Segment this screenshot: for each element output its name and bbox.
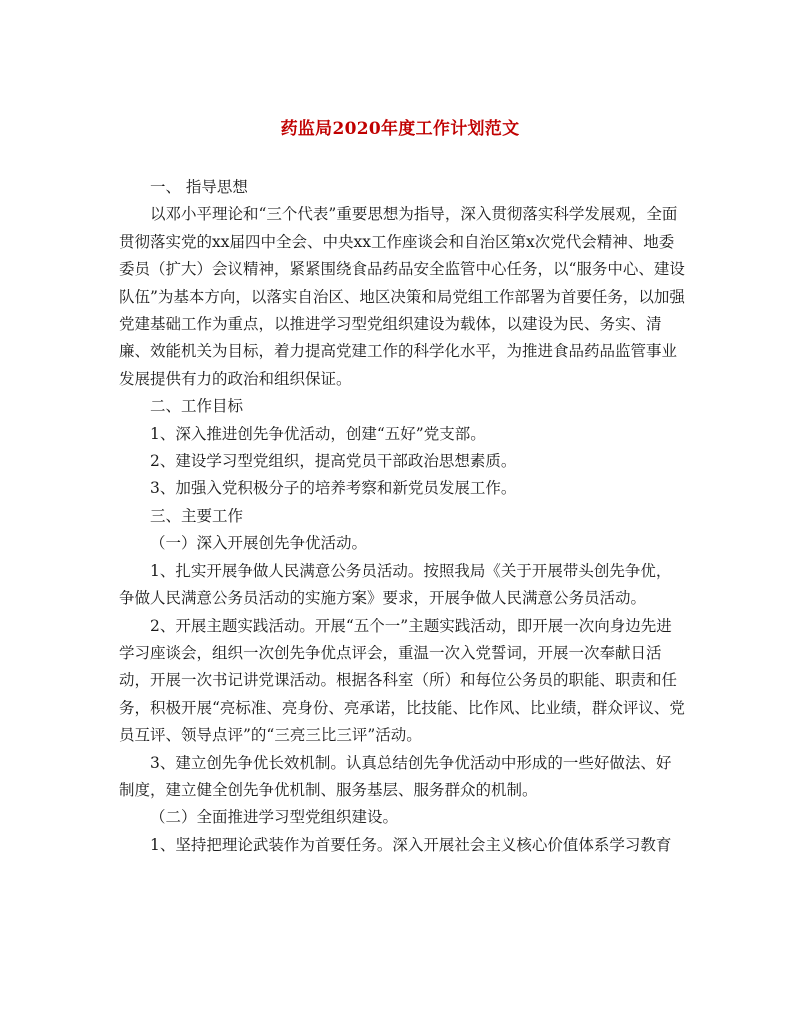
work-item-2-1: 1、坚持把理论武装作为首要任务。深入开展社会主义核心价值体系学习教育 xyxy=(150,835,672,854)
work-item-1-2: 2、开展主题实践活动。开展“五个一”主题实践活动，即开展一次向身边先进学习座谈会，组织一次创先争优点评会，重温一次入党誓词，开展一次奉献日活动，开展一次书记讲党课活动。根据各科室（所）和每位公务员的职能、职责和任务，积极开展“亮标准、亮身份、亮承诺，比技能、比作风、比业绩，群众评议、党员互评、领导点评”的“三亮三比三评”活动。 xyxy=(119,616,685,745)
section-heading-work-goals: 二、工作目标 xyxy=(150,397,244,416)
paragraph-guiding-ideology: 以邓小平理论和“三个代表”重要思想为指导，深入贯彻落实科学发展观，全面贯彻落实党的xx届四中全会、中央xx工作座谈会和自治区第x次党代会精神、地委委员（扩大）会议精神，紧紧围绕食品药品安全监管中心任务，以“服务中心、建设队伍”为基本方向，以落实自治区、地区决策和局党组工作部署为首要任务，以加强党建基础工作为重点，以推进学习型党组织建设为载体，以建设为民、务实、清廉、效能机关为目标，着力提高党建工作的科学化水平，为推进食品药品监管事业发展提供有力的政治和组织保证。 xyxy=(119,205,685,388)
goal-item-1: 1、深入推进创先争优活动，创建“五好”党支部。 xyxy=(150,424,486,443)
document-title: 药监局2020年度工作计划范文 xyxy=(280,119,520,139)
document-body xyxy=(119,174,685,859)
subsection-heading-1: （一）深入开展创先争优活动。 xyxy=(150,534,368,553)
goal-item-2: 2、建设学习型党组织，提高党员干部政治思想素质。 xyxy=(150,452,517,471)
work-item-1-1: 1、扎实开展争做人民满意公务员活动。按照我局《关于开展带头创先争优，争做人民满意公务员活动的实施方案》要求，开展争做人民满意公务员活动。 xyxy=(119,561,672,608)
goal-item-3: 3、加强入党积极分子的培养考察和新党员发展工作。 xyxy=(150,479,517,498)
section-heading-main-work: 三、主要工作 xyxy=(150,506,244,525)
work-item-1-3: 3、建立创先争优长效机制。认真总结创先争优活动中形成的一些好做法、好制度，建立健全创先争优机制、服务基层、服务群众的机制。 xyxy=(119,753,672,799)
subsection-heading-2: （二）全面推进学习型党组织建设。 xyxy=(150,808,399,827)
section-heading-guiding-ideology: 一、 指导思想 xyxy=(150,178,248,196)
